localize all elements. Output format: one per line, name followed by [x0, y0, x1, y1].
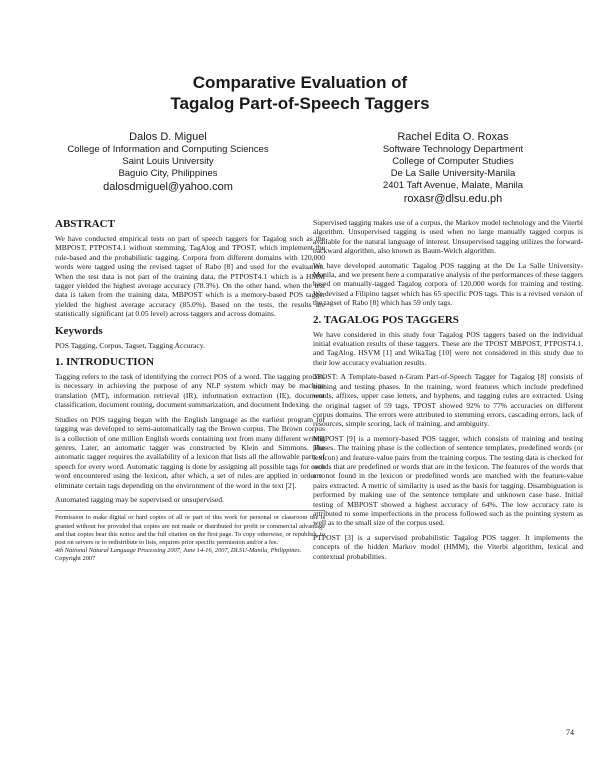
conference-info: 4th National Natural Language Processing 2007, June 14-16, 2007, DLSU-Manila, Philippines. [55, 547, 302, 555]
author-email: dalosdmiguel@yahoo.com [103, 181, 233, 193]
abstract-heading: ABSTRACT [55, 218, 115, 230]
intro-paragraph-2: Studies on POS tagging began with the English language as the earliest program for tagging was developed to semi-automatically tag the Brown corpus. The Brown corpus is a collection of one million English words containing text from many different writing genres. Later, an automatic tagger was constructed by Klein and Simmons. The automatic tagger requires the availability of a lexicon that lists all the allowable parts of speech for every word. Automatic tagging is done by assigning all possible tags for each word encountered using the lexicon, after which, a set of rules are applied in order to eliminate certain tags depending on the environment of the word in the text [2]. [55, 414, 325, 490]
paper-title-line-2: Tagalog Part-of-Speech Taggers [170, 94, 430, 113]
author-affiliation: Baguio City, Philippines [118, 168, 218, 179]
author-affiliation: Saint Louis University [122, 156, 214, 167]
right-column [313, 218, 583, 566]
taggers-heading: 2. TAGALOG POS TAGGERS [313, 313, 459, 326]
intro-paragraph-3: Automated tagging may be supervised or unsupervised. [55, 494, 224, 504]
author-block-1 [33, 130, 303, 195]
permission-notice [55, 510, 325, 563]
paper-title-line-1: Comparative Evaluation of [192, 73, 408, 92]
author-block-2 [318, 130, 588, 207]
author-affiliation: College of Computer Studies [392, 156, 514, 167]
abstract-text: We have conducted empirical tests on part of speech taggers for Tagalog such as the MBPOST, PTPOST4.1 without stemming, TagAlog and TPOST, which implement the rule-based and the probabilistic tagging. Corpora from different domains with 120,000 words were tagged using the revised tagset of Rabo [8] and used for the evaluation. When the test data is not part of the training data, the PTPOST4.1 which is a HMM tagger yielded the highest average accuracy (78.3%). On the other hand, when the test data is taken from the training data, MBPOST which is a memory-based POS tagger yielded the highest average accuracy (85.0%). Based on the tests, the results are statistically significant (at 0.05 level) across taggers and across domains. [55, 234, 325, 319]
permission-text: Permission to make digital or hard copies of all or part of this work for personal or classroom use is granted without fee provided that copies are not made or distributed for profit or commercial advantage and that copies bear this notice and the full citation on the first page. To copy otherwise, or republish, to post on servers or to redistribute to lists, requires prior specific permission and/or a fee. [55, 514, 325, 546]
taggers-paragraph-1: We have considered in this study four Tagalog POS taggers based on the individual initial evaluation results of these taggers. These are the TPOST MBPOST, PTPOST4.1, and TagAlog. HSVM [1] and WikaTag [10] were not considered in this study due to their low accuracy evaluation results. [313, 329, 583, 367]
keywords-heading: Keywords [55, 324, 103, 337]
introduction-heading: 1. INTRODUCTION [55, 356, 155, 369]
left-column [55, 218, 325, 564]
right-paragraph-2: We have developed automatic Tagalog POS tagging at the De La Salle University-Manila, and we present here a comparative analysis of the performances of these taggers based on manually-tagged Tagalog corpora of 120,000 words for training and testing. We devised a Filipino tagset which has 65 specific POS tags. This is a revised version of the tagset of Rabo [8] which has 59 only tags. [313, 260, 583, 308]
ptpost-paragraph: PTPOST [3] is a supervised probabilistic Tagalog POS tagger. It implements the concepts of the hidden Markov model (HMM), the Viterbi algorithm, lexical and contextual probabilities. [313, 532, 583, 561]
keywords-text: POS Tagging, Corpus, Tagset, Tagging Accuracy. [55, 340, 205, 350]
author-affiliation: 2401 Taft Avenue, Malate, Manila [382, 180, 524, 191]
right-paragraph-1: Supervised tagging makes use of a corpus, the Markov model technology and the Viterbi algorithm. Unsupervised tagging is used when no large manually tagged corpus is available for the natural language of interest. Unsupervised tagging utilizes the forward-backward algorithm, also known as Baum-Welch algorithm. [313, 218, 583, 256]
intro-paragraph-1: Tagging refers to the task of identifying the correct POS of a word. The tagging process is necessary in achieving the purpose of any NLP system which may be machine translation (MT), information retrieval (IR), information extraction (IE), document classification, document routing, document summarization, and document Indexing. [55, 372, 325, 410]
author-affiliation: De La Salle University-Manila [390, 168, 516, 179]
page-number: 74 [566, 728, 574, 737]
author-affiliation: College of Information and Computing Sciences [67, 144, 269, 155]
mbpost-paragraph: MBPOST [9] is a memory-based POS tagger, which consists of training and testing phases. The training phase is the collection of sentence templates, predefined words (or lexicon) and feature-value pairs from the training corpus. The testing data is checked for words that are predefined or words that are in the lexicon. The features of the words that are not found in the lexicon or predefined words are matched with the feature-value pairs extracted. A metric of similarity is used as the basis for tagging. Disambiguation is performed by making use of the sentence template and unknown case base. Initial testing of MBPOST showed a highest accuracy of 64%. The low accuracy rate is attributed to some imperfections in the process followed such as the pointing system as well as to the small size of the corpus used. [313, 433, 583, 528]
author-affiliation: Software Technology Department [382, 144, 524, 155]
tpost-paragraph: TPOST: A Template-based n-Gram Part-of-Speech Tagger for Tagalog [8] consists of training and testing phases. In the training, word features which include predefined words, affixes, upper case letters, and hyphens, and tagging rules are extracted. Using the original tagset of 59 tags, TPOST showed 92% to 77% accuracies on different corpus domains. The errors were attributed to stemming errors, cascading errors, lack of resources, simple scoring, lack of training, and ambiguity. [313, 372, 583, 429]
author-name: Dalos D. Miguel [129, 131, 207, 143]
author-name: Rachel Edita O. Roxas [397, 131, 509, 143]
author-email: roxasr@dlsu.edu.ph [403, 193, 503, 205]
copyright-text: Copyright 2007 [55, 555, 96, 563]
